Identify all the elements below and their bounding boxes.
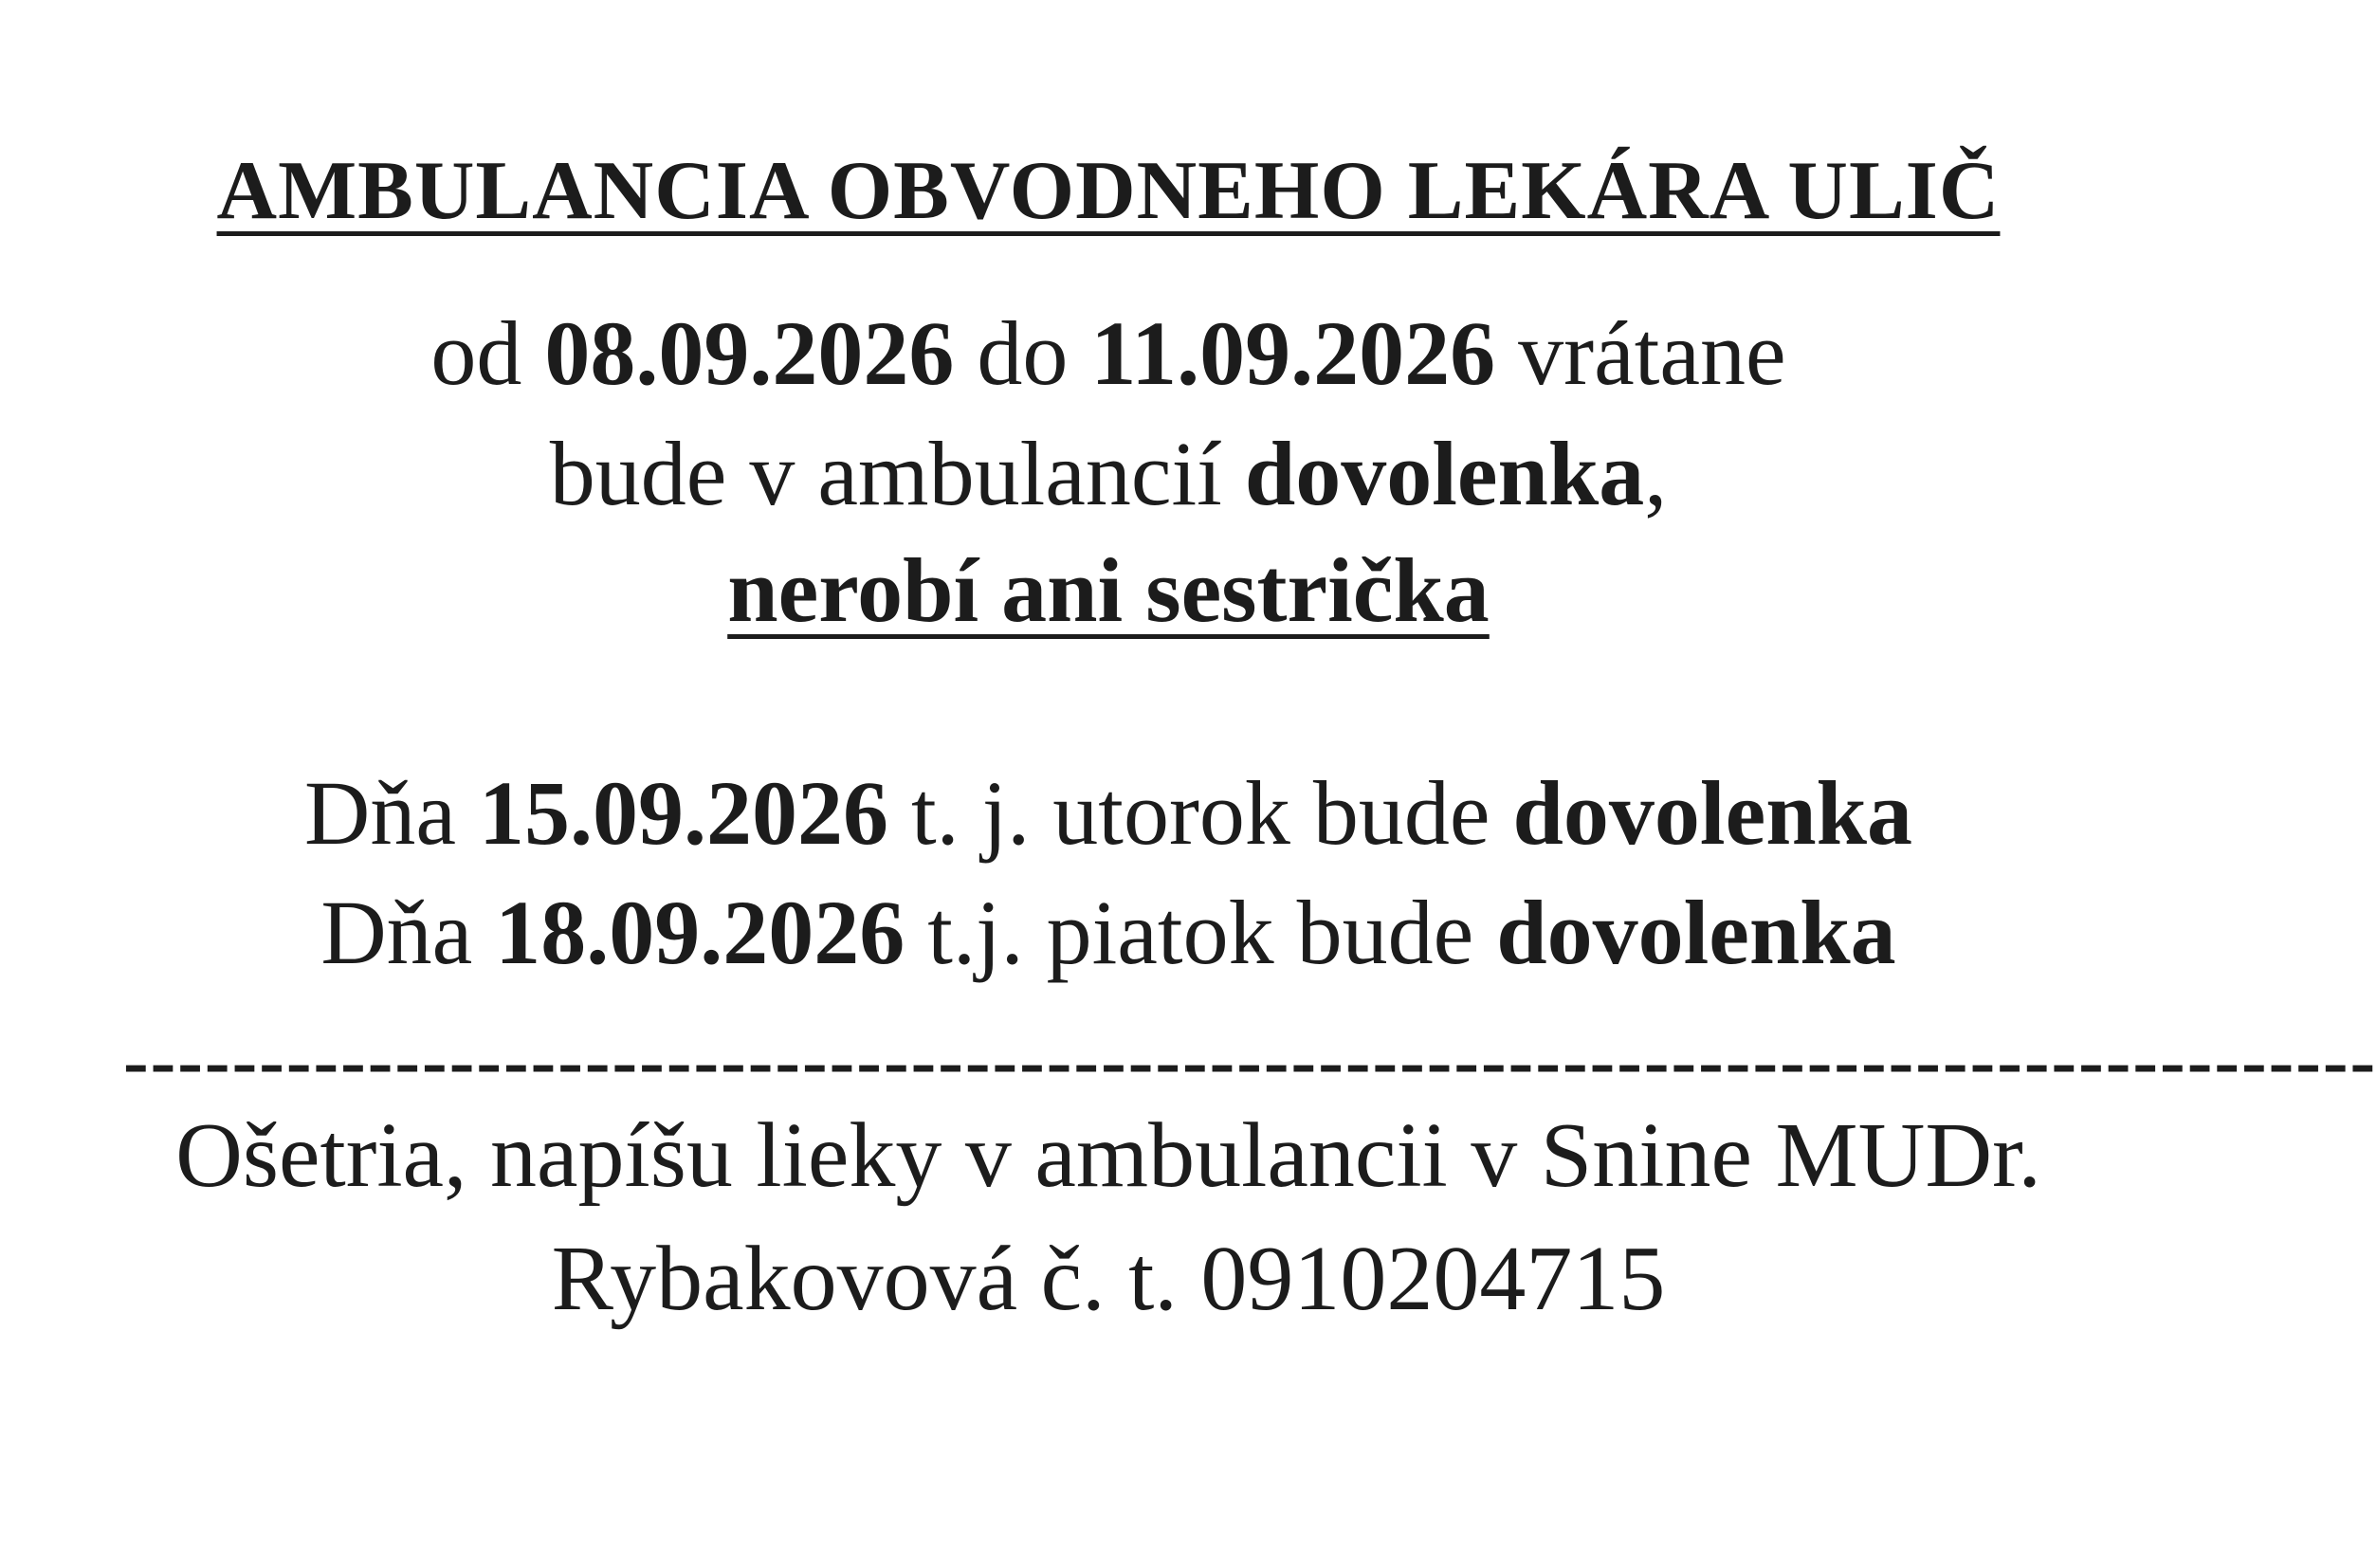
period-date-to: 11.09.2026 <box>1090 302 1496 404</box>
closure-comma: , <box>1644 423 1668 524</box>
extra-day-prefix: Dňa <box>304 762 456 864</box>
dashed-separator: ----------------------------------------------------------------------------------- <box>123 1020 2377 1103</box>
extra-day-middle: t.j. piatok bude <box>927 882 1474 983</box>
extra-day-line <box>0 882 2217 983</box>
period-od: od <box>430 302 522 404</box>
substitute-line-2: Rybakovová č. t. 0910204715 <box>551 1228 1666 1330</box>
extra-day-word: dovolenka <box>1496 882 1896 983</box>
vacation-period-line <box>0 302 2217 404</box>
substitute-line-1: Ošetria, napíšu lieky v ambulancii v Snine MUDr. <box>175 1104 2041 1207</box>
nurse-note-line <box>0 539 2217 641</box>
notice-title-text: AMBULANCIA OBVODNEHO LEKÁRA ULIČ <box>216 145 2001 237</box>
extra-day-date: 15.09.2026 <box>478 762 888 864</box>
period-do: do <box>977 302 1069 404</box>
closure-text: bude v ambulancií <box>549 423 1222 524</box>
extra-day-prefix: Dňa <box>320 882 473 983</box>
closure-line <box>0 423 2217 524</box>
closure-word: dovolenka <box>1244 423 1645 524</box>
extra-day-middle: t. j. utorok bude <box>910 762 1490 864</box>
extra-day-date: 18.09.2026 <box>495 882 905 983</box>
extra-day-word: dovolenka <box>1512 762 1912 864</box>
period-vratane: vrátane <box>1518 302 1786 404</box>
period-date-from: 08.09.2026 <box>544 302 955 404</box>
notice-title <box>0 145 2217 237</box>
extra-day-line <box>0 762 2217 864</box>
nurse-note: nerobí ani sestrička <box>727 539 1490 641</box>
